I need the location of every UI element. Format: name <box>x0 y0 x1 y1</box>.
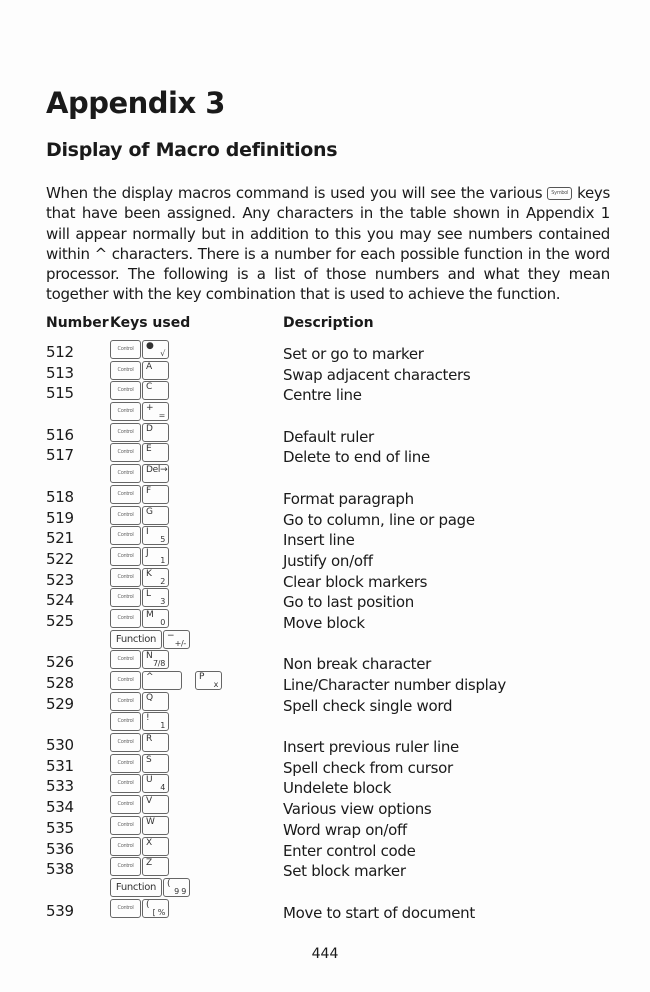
key-combination <box>110 774 169 793</box>
control-key-icon: Control <box>110 485 141 504</box>
table-row <box>46 609 626 630</box>
macro-description: Format paragraph <box>283 489 414 508</box>
key-icon <box>142 899 169 918</box>
macro-number: 533 <box>46 777 74 796</box>
macro-number: 524 <box>46 591 74 610</box>
key-combination <box>110 609 169 628</box>
macro-number: 526 <box>46 653 74 672</box>
key-top-glyph: J <box>146 547 149 558</box>
key-combination <box>110 526 169 545</box>
control-key-icon: Control <box>110 361 141 380</box>
page-title: Appendix 3 <box>46 86 225 120</box>
key-combination <box>110 361 169 380</box>
key-icon <box>142 650 169 669</box>
key-icon <box>195 671 222 690</box>
macro-description: Delete to end of line <box>283 448 430 467</box>
macro-description: Set block marker <box>283 862 406 881</box>
table-row <box>46 692 626 713</box>
key-bottom-glyph: 9 9 <box>174 886 186 896</box>
macro-number: 538 <box>46 860 74 879</box>
key-bottom-glyph: 1 <box>160 555 165 565</box>
key-top-glyph: ( <box>146 899 150 910</box>
key-icon <box>142 443 169 462</box>
control-key-icon: Control <box>110 692 141 711</box>
key-combination <box>110 485 169 504</box>
key-top-glyph: F <box>146 485 151 496</box>
key-icon <box>142 692 169 711</box>
macro-description: Enter control code <box>283 841 416 860</box>
key-combination <box>110 857 169 876</box>
key-top-glyph: S <box>146 754 152 765</box>
control-key-icon: Control <box>110 671 141 690</box>
table-row <box>46 878 626 899</box>
macro-description: Clear block markers <box>283 572 428 591</box>
macro-number: 517 <box>46 446 74 465</box>
control-key-icon: Control <box>110 712 141 731</box>
key-combination <box>110 712 169 731</box>
macro-description: Set or go to marker <box>283 345 424 363</box>
key-icon <box>142 795 169 814</box>
table-row <box>46 588 626 612</box>
header-keys: Keys used <box>110 315 191 331</box>
page-number: 444 <box>311 946 339 962</box>
key-icon <box>142 526 169 545</box>
macro-number: 515 <box>46 384 74 403</box>
key-top-glyph: C <box>146 382 152 393</box>
key-combination <box>110 795 169 814</box>
table-row <box>46 712 626 733</box>
key-combination <box>110 692 169 711</box>
macro-number: 539 <box>46 901 74 920</box>
control-key-icon: Control <box>110 774 141 793</box>
key-top-glyph: L <box>146 589 151 600</box>
key-top-glyph: X <box>146 837 152 848</box>
control-key-icon: Control <box>110 423 141 442</box>
macro-number: 512 <box>46 343 74 361</box>
key-combination <box>110 547 169 566</box>
table-row <box>46 485 626 506</box>
key-top-glyph: Q <box>146 692 153 703</box>
key-combination <box>110 650 169 669</box>
intro-text-start: When the display macros command is used you will see the various <box>46 184 543 202</box>
macro-number: 528 <box>46 674 74 692</box>
table-row <box>46 733 626 757</box>
intro-paragraph <box>46 183 610 305</box>
key-combination <box>110 568 169 587</box>
key-icon <box>142 506 169 525</box>
table-row <box>46 899 626 920</box>
key-top-glyph: M <box>146 609 154 620</box>
key-top-glyph: R <box>146 734 152 745</box>
key-icon <box>142 464 169 483</box>
key-top-glyph: G <box>146 506 153 517</box>
key-bottom-glyph: [ % <box>152 907 165 917</box>
control-key-icon: Control <box>110 506 141 525</box>
macro-number: 513 <box>46 363 74 382</box>
key-combination <box>110 837 169 856</box>
control-key-icon: Control <box>110 340 141 359</box>
key-combination <box>110 464 169 483</box>
function-key-icon: Function <box>110 630 162 649</box>
key-combination <box>110 754 169 773</box>
table-row <box>46 795 626 819</box>
macro-description: Spell check single word <box>283 696 453 715</box>
macro-description: Line/Character number display <box>283 676 507 694</box>
table-row <box>46 671 626 692</box>
key-top-glyph: ^ <box>146 672 154 682</box>
macro-number: 522 <box>46 549 74 568</box>
control-key-icon: Control <box>110 547 141 566</box>
macro-number: 518 <box>46 487 74 506</box>
table-row <box>46 464 626 485</box>
control-key-icon: Control <box>110 899 141 918</box>
intro-text-rest: keys that have been assigned. Any characters in the table shown in Appendix 1 will appear normally but in addition to this you may see numbers contained within ^ characters. There is a number for each possible function in the word processor. The following is a list of those numbers and what they mean together with the key combination that is used to achieve the function. <box>46 184 611 304</box>
key-bottom-glyph: 4 <box>160 783 165 793</box>
macro-description: Go to column, line or page <box>283 510 475 529</box>
key-icon <box>142 857 169 876</box>
key-top-glyph: K <box>146 568 152 579</box>
key-top-glyph: − <box>167 630 175 641</box>
key-combination <box>110 340 169 359</box>
key-icon <box>142 547 169 566</box>
control-key-icon: Control <box>110 402 141 421</box>
key-icon <box>142 381 169 400</box>
key-top-glyph: ( <box>167 878 171 889</box>
table-row <box>46 547 626 568</box>
key-icon <box>142 754 169 773</box>
macro-description: Centre line <box>283 386 362 405</box>
key-combination <box>110 878 190 897</box>
control-key-icon: Control <box>110 568 141 587</box>
macro-number: 530 <box>46 736 74 755</box>
table-row <box>46 340 626 361</box>
table-row <box>46 774 626 798</box>
key-icon <box>142 423 169 442</box>
key-top-glyph: I <box>146 527 149 538</box>
key-bottom-glyph: 2 <box>160 576 165 586</box>
key-top-glyph: U <box>146 775 153 786</box>
key-icon <box>142 837 169 856</box>
key-icon <box>142 816 169 835</box>
control-key-icon: Control <box>110 795 141 814</box>
key-icon <box>163 878 190 897</box>
control-key-icon: Control <box>110 816 141 835</box>
macro-description: Non break character <box>283 655 432 674</box>
key-top-glyph: A <box>146 361 152 372</box>
key-top-glyph: P <box>199 672 205 682</box>
key-top-glyph: Z <box>146 858 152 869</box>
key-bottom-glyph: 0 <box>160 617 165 627</box>
control-key-icon: Control <box>110 381 141 400</box>
key-icon <box>142 361 169 380</box>
table-row <box>46 506 626 527</box>
control-key-icon: Control <box>110 650 141 669</box>
key-top-glyph: E <box>146 444 152 455</box>
table-row <box>46 650 626 674</box>
table-row <box>46 526 626 550</box>
macro-number: 525 <box>46 611 74 630</box>
macro-description: Default ruler <box>283 427 374 446</box>
key-combination <box>110 733 169 752</box>
macro-description: Various view options <box>283 800 432 819</box>
key-icon <box>142 712 169 731</box>
control-key-icon: Control <box>110 754 141 773</box>
macro-description: Swap adjacent characters <box>283 365 471 384</box>
key-bottom-glyph: 1 <box>160 721 165 731</box>
key-icon <box>142 609 169 628</box>
key-icon <box>142 733 169 752</box>
key-top-glyph: ! <box>146 713 150 724</box>
macro-number: 519 <box>46 508 74 527</box>
macro-table <box>46 340 626 922</box>
control-key-icon: Control <box>110 588 141 607</box>
macro-number: 529 <box>46 694 74 713</box>
macro-number: 516 <box>46 425 74 444</box>
key-icon <box>163 630 190 649</box>
key-bottom-glyph: 5 <box>160 535 165 545</box>
key-combination <box>110 506 169 525</box>
control-key-icon: Control <box>110 526 141 545</box>
key-icon <box>142 485 169 504</box>
table-row <box>46 630 626 651</box>
key-combination <box>110 630 190 649</box>
table-row <box>46 816 626 837</box>
key-bottom-glyph: = <box>158 411 165 421</box>
key-top-glyph: W <box>146 816 155 827</box>
key-combination <box>110 816 169 835</box>
key-icon <box>142 340 169 359</box>
key-combination <box>110 402 169 421</box>
key-top-glyph: D <box>146 423 153 434</box>
key-top-glyph: ● <box>146 341 154 351</box>
macro-number: 521 <box>46 529 74 548</box>
macro-description: Go to last position <box>283 593 414 612</box>
header-number: Number <box>46 315 109 331</box>
header-description: Description <box>283 315 374 331</box>
key-top-glyph: V <box>146 796 152 807</box>
key-icon <box>142 568 169 587</box>
function-key-icon: Function <box>110 878 162 897</box>
table-row <box>46 402 626 423</box>
key-combination <box>110 381 169 400</box>
control-key-icon: Control <box>110 837 141 856</box>
key-bottom-glyph: 7/8 <box>153 659 165 669</box>
macro-description: Insert previous ruler line <box>283 738 459 757</box>
key-top-glyph: N <box>146 651 153 662</box>
control-key-icon: Control <box>110 464 141 483</box>
key-icon <box>142 671 182 690</box>
table-row <box>46 423 626 444</box>
key-combination <box>110 443 169 462</box>
macro-number: 523 <box>46 570 74 589</box>
key-bottom-glyph: 3 <box>160 597 165 607</box>
symbol-key-icon: Symbol <box>547 187 572 200</box>
table-row <box>46 754 626 775</box>
macro-number: 535 <box>46 818 74 837</box>
table-row <box>46 361 626 382</box>
key-bottom-glyph: +/- <box>174 638 186 648</box>
key-icon <box>142 774 169 793</box>
key-combination <box>110 671 222 690</box>
macro-description: Justify on/off <box>283 551 373 570</box>
table-row <box>46 568 626 589</box>
key-combination <box>110 588 169 607</box>
control-key-icon: Control <box>110 733 141 752</box>
control-key-icon: Control <box>110 443 141 462</box>
macro-number: 536 <box>46 839 74 858</box>
table-row <box>46 443 626 467</box>
macro-number: 531 <box>46 756 74 775</box>
macro-description: Move block <box>283 613 365 632</box>
control-key-icon: Control <box>110 609 141 628</box>
key-combination <box>110 423 169 442</box>
control-key-icon: Control <box>110 857 141 876</box>
macro-description: Word wrap on/off <box>283 820 407 839</box>
key-bottom-glyph: √ <box>160 349 165 358</box>
key-bottom-glyph: x <box>213 680 218 689</box>
macro-description: Move to start of document <box>283 903 475 922</box>
macro-description: Undelete block <box>283 779 392 798</box>
key-combination <box>110 899 169 918</box>
key-icon <box>142 402 169 421</box>
key-icon <box>142 588 169 607</box>
section-title: Display of Macro definitions <box>46 139 338 161</box>
macro-description: Spell check from cursor <box>283 758 453 777</box>
table-row <box>46 381 626 405</box>
table-row <box>46 857 626 881</box>
macro-description: Insert line <box>283 531 355 550</box>
key-top-glyph: Del→ <box>146 465 168 476</box>
key-top-glyph: + <box>146 403 154 414</box>
table-row <box>46 837 626 858</box>
macro-number: 534 <box>46 798 74 817</box>
